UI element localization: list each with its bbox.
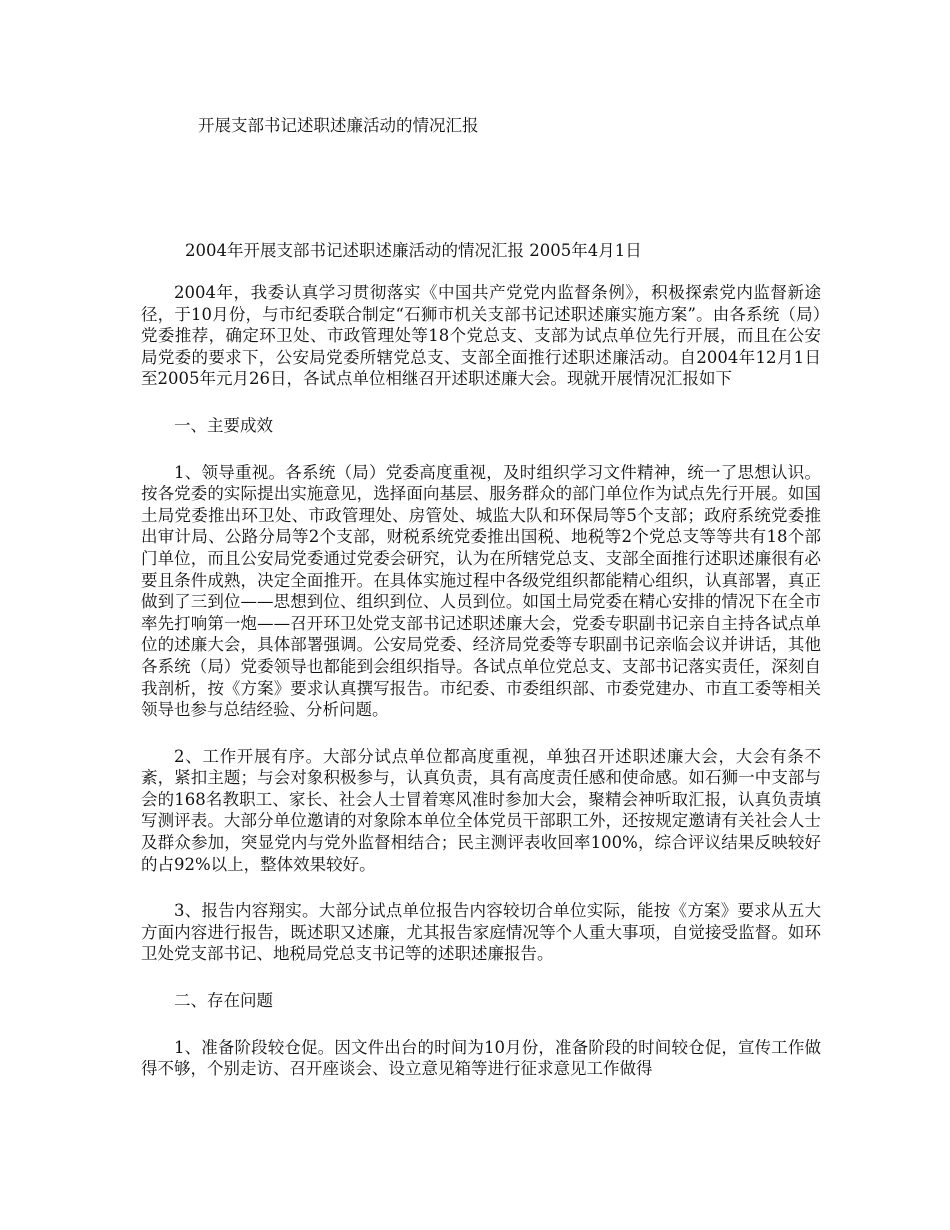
document-subtitle: 2004年开展支部书记述职述廉活动的情况汇报 2005年4月1日 xyxy=(185,241,642,260)
document-title: 开展支部书记述职述廉活动的情况汇报 xyxy=(198,116,479,135)
paragraph-preparation: 1、准备阶段较仓促。因文件出台的时间为10月份，准备阶段的时间较仓促，宣传工作做得不够，个别走访、召开座谈会、设立意见箱等进行征求意见工作做得 xyxy=(141,1037,821,1079)
paragraph-leadership: 1、领导重视。各系统（局）党委高度重视，及时组织学习文件精神，统一了思想认识。按各党委的实际提出实施意见，选择面向基层、服务群众的部门单位作为试点先行开展。如国土局党委推出环卫处、市政管理处、房管处、城监大队和环保局等5个支部；政府系统党委推出审计局、公路分局等2个支部，财税系统党委推出国税、地税等2个党总支等等共有18个部门单位，而且公安局党委通过党委会研究，认为在所辖党总支、支部全面推行述职述廉很有必要且条件成熟，决定全面推开。在具体实施过程中各级党组织都能精心组织，认真部署，真正做到了三到位——思想到位、组织到位、人员到位。如国土局党委在精心安排的情况下在全市率先打响第一炮——召开环卫处党支部书记述职述廉大会，党委专职副书记亲自主持各试点单位的述廉大会，具体部署强调。公安局党委、经济局党委等专职副书记亲临会议并讲话，其他各系统（局）党委领导也都能到会组织指导。各试点单位党总支、支部书记落实责任，深刻自我剖析，按《方案》要求认真撰写报告。市纪委、市委组织部、市委党建办、市直工委等相关领导也参与总结经验、分析问题。 xyxy=(141,462,821,720)
document-body xyxy=(141,282,821,1105)
intro-paragraph: 2004年，我委认真学习贯彻落实《中国共产党党内监督条例》，积极探索党内监督新途径，于10月份，与市纪委联合制定“石狮市机关支部书记述职述廉实施方案”。由各系统（局）党委推荐，确定环卫处、市政管理处等18个党总支、支部为试点单位先行开展，而且在公安局党委的要求下，公安局党委所辖党总支、支部全面推行述职述廉活动。自2004年12月1日至2005年元月26日，各试点单位相继召开述职述廉大会。现就开展情况汇报如下 xyxy=(141,283,821,389)
section-heading-achievements: 一、主要成效 xyxy=(174,415,273,435)
paragraph-orderly-work: 2、工作开展有序。大部分试点单位都高度重视，单独召开述职述廉大会，大会有条不紊，紧扣主题；与会对象积极参与，认真负责，具有高度责任感和使命感。如石狮一中支部与会的168名教职工、家长、社会人士冒着寒风准时参加大会，聚精会神听取汇报，认真负责填写测评表。大部分单位邀请的对象除本单位全体党员干部职工外，还按规定邀请有关社会人士及群众参加，突显党内与党外监督相结合；民主测评表收回率100%，综合评议结果反映较好的占92%以上，整体效果较好。 xyxy=(141,746,821,874)
section-heading-problems: 二、存在问题 xyxy=(174,991,273,1011)
paragraph-report-content: 3、报告内容翔实。大部分试点单位报告内容较切合单位实际，能按《方案》要求从五大方面内容进行报告，既述职又述廉，尤其报告家庭情况等个人重大事项，自觉接受监督。如环卫处党支部书记、地税局党总支书记等的述职述廉报告。 xyxy=(141,901,821,964)
